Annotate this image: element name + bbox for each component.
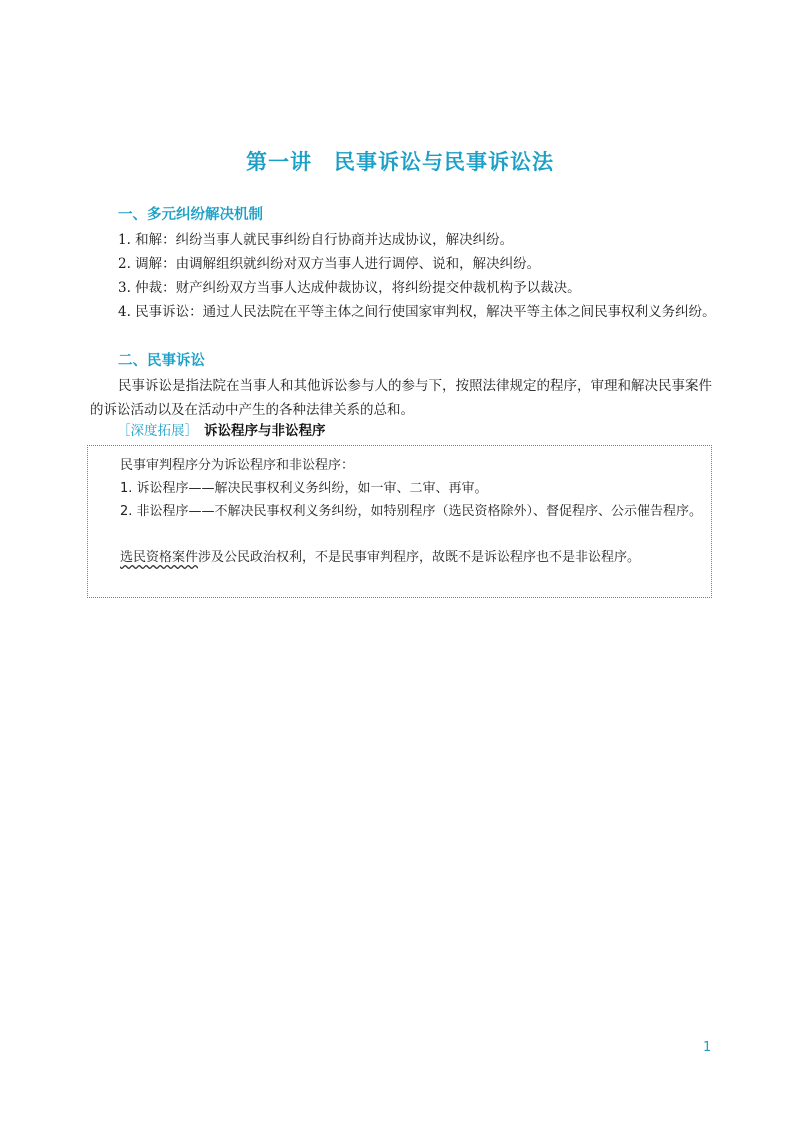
list-item-litigation: 4. 民事诉讼：通过人民法院在平等主体之间行使国家审判权，解决平等主体之间民事权利义务纠纷。 (118, 304, 716, 320)
extension-box (87, 445, 712, 598)
lecture-number: 第一讲 (246, 149, 312, 174)
extension-item-non-litigation: 2. 非讼程序——不解决民事权利义务纠纷，如特别程序（选民资格除外）、督促程序、公示催告程序。 (120, 504, 703, 519)
section-heading-2: 二、民事诉讼 (118, 353, 205, 369)
extension-note-text: 涉及公民政治权利，不是民事审判程序，故既不是诉讼程序也不是非讼程序。 (198, 550, 641, 565)
voter-qualification-term: 选民资格案件 (120, 550, 199, 565)
page-number: 1 (703, 1040, 712, 1055)
lecture-title (0, 146, 800, 176)
list-item-mediation: 2. 调解：由调解组织就纠纷对双方当事人进行调停、说和，解决纠纷。 (118, 256, 541, 272)
extension-label: ［深度拓展］ (117, 423, 198, 439)
list-item-reconciliation: 1. 和解：纠纷当事人就民事纠纷自行协商并达成协议，解决纠纷。 (118, 232, 514, 248)
extension-item-litigation: 1. 诉讼程序——解决民事权利义务纠纷，如一审、二审、再审。 (120, 481, 488, 496)
extension-note (88, 546, 708, 569)
extension-header (117, 419, 326, 439)
definition-paragraph: 民事诉讼是指法院在当事人和其他诉讼参与人的参与下，按照法律规定的程序，审理和解决民事案件的诉讼活动以及在活动中产生的各种法律关系的总和。 (90, 378, 712, 418)
extension-title: 诉讼程序与非讼程序 (204, 423, 326, 439)
section-heading-1: 一、多元纠纷解决机制 (118, 207, 263, 223)
lecture-title-text: 民事诉讼与民事诉讼法 (334, 149, 554, 174)
extension-intro: 民事审判程序分为诉讼程序和非讼程序： (120, 458, 355, 473)
list-item-arbitration: 3. 仲裁：财产纠纷双方当事人达成仲裁协议，将纠纷提交仲裁机构予以裁决。 (118, 280, 581, 296)
